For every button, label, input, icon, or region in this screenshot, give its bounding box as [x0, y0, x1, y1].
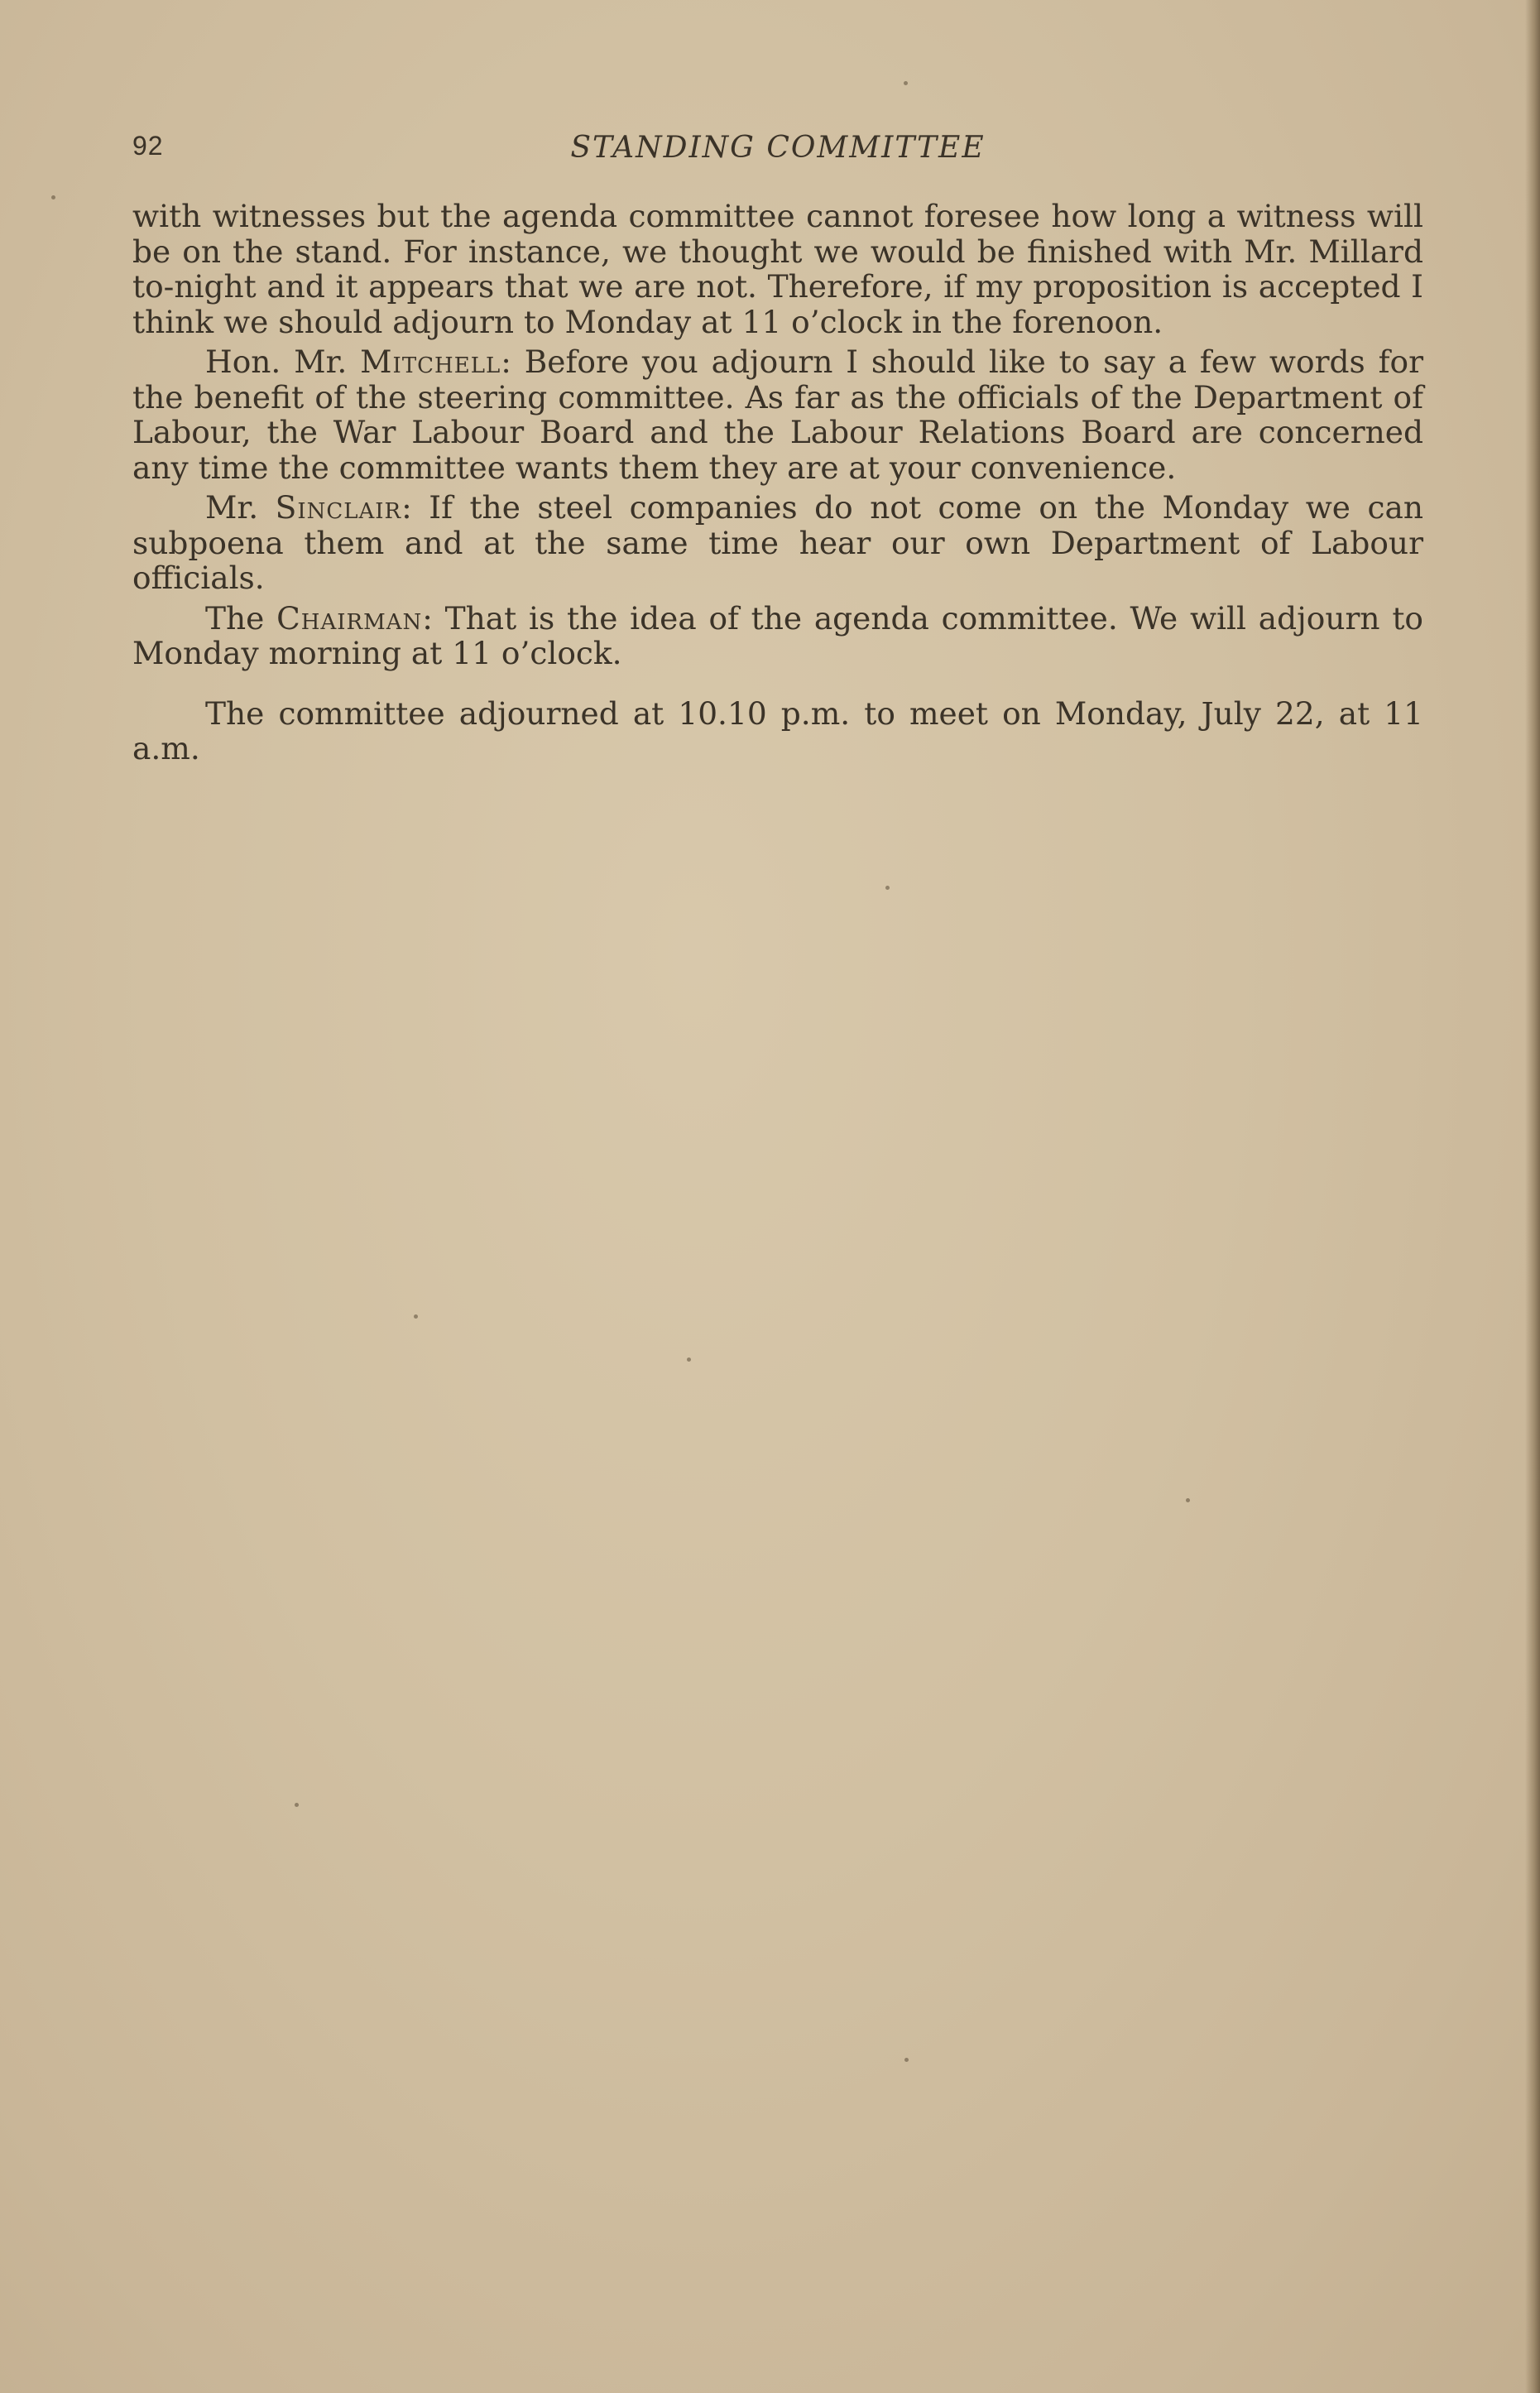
running-title: STANDING COMMITTEE — [570, 131, 986, 165]
paragraph-text: The committee adjourned at 10.10 p.m. to meet on Monday, July 22, at 11 a.m. — [132, 694, 1423, 766]
paper-speck — [687, 1357, 691, 1362]
adjournment-note — [132, 696, 1423, 766]
paper-speck — [51, 195, 55, 199]
paper-speck — [904, 81, 908, 85]
paper-speck — [904, 2058, 909, 2062]
paper-speck — [1186, 1498, 1190, 1502]
speaker-name: Mitchell — [360, 344, 501, 380]
document-body — [132, 199, 1423, 766]
paragraph-text: : Before you adjourn I should like to say a few words for the benefit of the steering committee. As far as the officials of the Department of Labour, the War Labour Board and the Labour Relations Board are concerned any time the committee wants them they are at your convenience. — [132, 344, 1423, 486]
speaker-prefix: The — [205, 599, 277, 637]
paragraph — [132, 601, 1423, 671]
speaker-prefix: Mr. — [205, 489, 276, 526]
paper-speck — [414, 1314, 418, 1319]
paper-speck — [885, 886, 890, 890]
paragraph — [132, 344, 1423, 485]
paragraph — [132, 199, 1423, 339]
page-edge-shadow — [1525, 0, 1540, 2393]
paragraph — [132, 490, 1423, 596]
page-number: 92 — [132, 131, 164, 161]
speaker-prefix: Hon. Mr. — [205, 344, 361, 380]
speaker-name: Chairman — [276, 599, 423, 637]
paragraph-text: : If the steel companies do not come on the Monday we can subpoena them and at the same time hear our own Department of Labour officials. — [132, 489, 1424, 596]
speaker-name: Sinclair — [275, 489, 402, 526]
paper-speck — [295, 1803, 299, 1807]
paragraph-text: : That is the idea of the agenda committee. We will adjourn to Monday morning at 11 o’clock. — [132, 599, 1423, 671]
paragraph-text: with witnesses but the agenda committee cannot foresee how long a witness will be on the stand. For instance, we thought we would be finished with Mr. Millard to-night and it appears that we are not. Therefore, if my proposition is accepted I think we should adjourn to Monday at 11 o’clock in the forenoon. — [132, 198, 1423, 340]
page-header — [132, 131, 1423, 169]
